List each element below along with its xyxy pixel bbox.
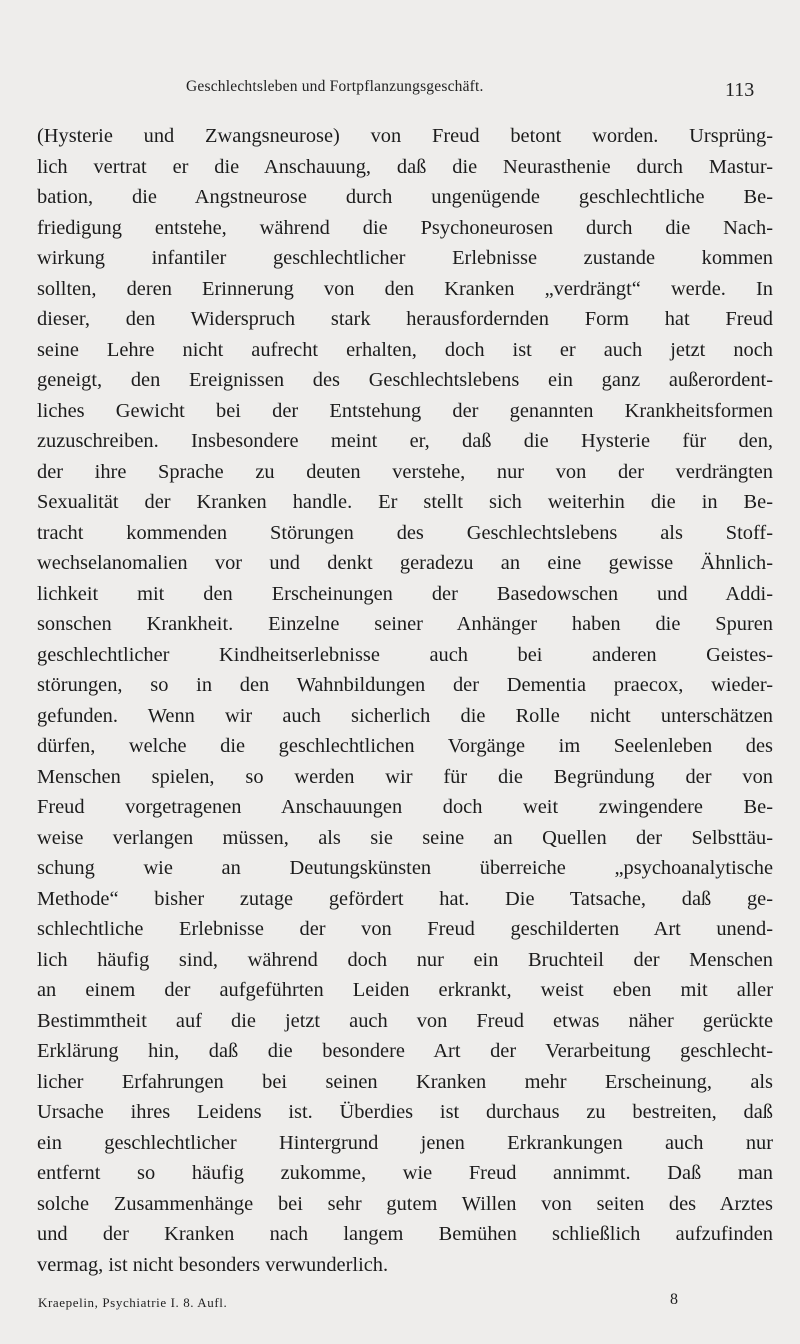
text-line: friedigung entstehe, während die Psychoneurosen durch die Nach- [37,216,773,239]
text-line: schung wie an Deutungskünsten überreiche „psychoanalytische [37,857,773,879]
text-line: wirkung infantiler geschlechtlicher Erlebnisse zustande kommen [37,247,773,269]
text-line: Ursache ihres Leidens ist. Überdies ist durchaus zu bestreiten, daß [37,1101,773,1123]
text-line: schlechtliche Erlebnisse der von Freud geschilderten Art unend- [37,918,773,940]
text-line: licher Erfahrungen bei seinen Kranken mehr Erscheinung, als [37,1070,773,1093]
text-line: tracht kommenden Störungen des Geschlechtslebens als Stoff- [37,521,773,544]
text-line: lich vertrat er die Anschauung, daß die Neurasthenie durch Mastur- [37,155,773,178]
text-line: liches Gewicht bei der Entstehung der genannten Krankheitsformen [37,399,773,422]
text-line: zuzuschreiben. Insbesondere meint er, daß die Hysterie für den, [37,430,773,452]
text-line: Erklärung hin, daß die besondere Art der Verarbeitung geschlecht- [37,1040,773,1062]
text-line: lichkeit mit den Erscheinungen der Basedowschen und Addi- [37,582,773,605]
text-line: ein geschlechtlicher Hintergrund jenen Erkrankungen auch nur [37,1131,773,1154]
text-line: dieser, den Widerspruch stark herausfordernden Form hat Freud [37,308,773,330]
text-line: Menschen spielen, so werden wir für die Begründung der von [37,765,773,788]
text-line: gefunden. Wenn wir auch sicherlich die Rolle nicht unterschätzen [37,704,773,727]
signature-mark: 8 [670,1291,678,1308]
text-line: wechselanomalien vor und denkt geradezu an eine gewisse Ähnlich- [37,552,773,574]
footer-citation: Kraepelin, Psychiatrie I. 8. Aufl. [38,1295,228,1310]
text-line: Freud vorgetragenen Anschauungen doch weit zwingendere Be- [37,796,773,818]
text-line: an einem der aufgeführten Leiden erkrankt, weist eben mit aller [37,979,773,1001]
text-line: geneigt, den Ereignissen des Geschlechtslebens ein ganz außerordent- [37,369,773,391]
text-line: solche Zusammenhänge bei sehr gutem Willen von seiten des Arztes [37,1192,773,1215]
text-line: Bestimmtheit auf die jetzt auch von Freud etwas näher gerückte [37,1009,773,1032]
text-line: lich häufig sind, während doch nur ein Bruchteil der Menschen [37,948,773,971]
text-line: störungen, so in den Wahnbildungen der Dementia praecox, wieder- [37,674,773,696]
body-text [37,121,773,1280]
text-line: Sexualität der Kranken handle. Er stellt sich weiterhin die in Be- [37,491,773,513]
text-line: Methode“ bisher zutage gefördert hat. Die Tatsache, daß ge- [37,887,773,910]
page-number: 113 [725,79,755,101]
text-line: und der Kranken nach langem Bemühen schließlich aufzufinden [37,1223,773,1245]
text-line: entfernt so häufig zukomme, wie Freud annimmt. Daß man [37,1162,773,1184]
text-line: der ihre Sprache zu deuten verstehe, nur von der verdrängten [37,460,773,483]
text-line: sonschen Krankheit. Einzelne seiner Anhänger haben die Spuren [37,613,773,635]
text-line: (Hysterie und Zwangsneurose) von Freud betont worden. Ursprüng- [37,125,773,147]
text-line: vermag, ist nicht besonders verwunderlich. [37,1253,389,1276]
text-line: bation, die Angstneurose durch ungenügende geschlechtliche Be- [37,186,773,208]
text-line: sollten, deren Erinnerung von den Kranken „verdrängt“ werde. In [37,277,773,300]
running-title: Geschlechtsleben und Fortpflanzungsgeschäft. [186,78,484,95]
text-line: weise verlangen müssen, als sie seine an Quellen der Selbsttäu- [37,826,773,849]
text-line: dürfen, welche die geschlechtlichen Vorgänge im Seelenleben des [37,735,773,757]
text-line: geschlechtlicher Kindheitserlebnisse auch bei anderen Geistes- [37,643,773,666]
text-line: seine Lehre nicht aufrecht erhalten, doch ist er auch jetzt noch [37,338,773,361]
